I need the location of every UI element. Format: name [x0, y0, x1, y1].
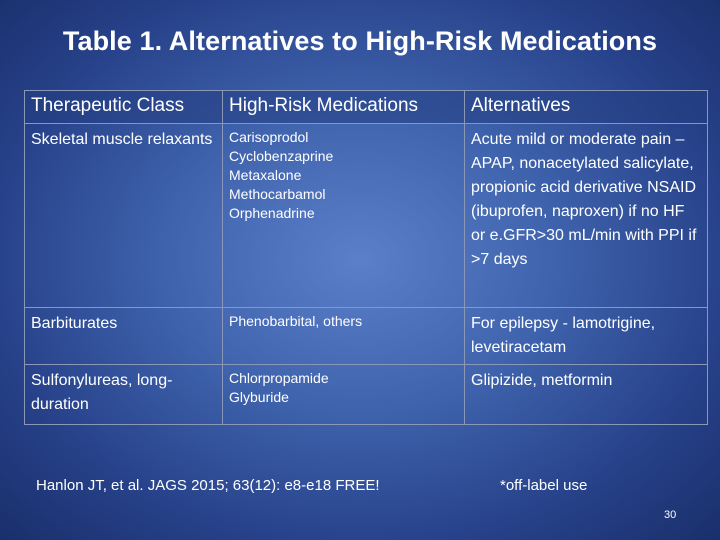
slide-title: Table 1. Alternatives to High-Risk Medications [62, 26, 658, 56]
header-high-risk-medications: High-Risk Medications [223, 91, 465, 124]
medication-name: Carisoprodol [229, 129, 309, 145]
medications-table [24, 90, 708, 425]
therapeutic-class-cell: Skeletal muscle relaxants [25, 124, 223, 308]
header-therapeutic-class: Therapeutic Class [25, 91, 223, 124]
table-header-row [25, 91, 708, 124]
medication-name: Metaxalone [229, 167, 302, 183]
alternatives-cell: For epilepsy - lamotrigine, levetiracetam [465, 308, 708, 365]
page-number: 30 [664, 509, 677, 521]
medication-name: Methocarbamol [229, 186, 326, 202]
alternatives-cell: Glipizide, metformin [465, 365, 708, 425]
citation: Hanlon JT, et al. JAGS 2015; 63(12): e8-e18 FREE! [36, 477, 380, 494]
table-row [25, 124, 708, 308]
high-risk-medications-cell [223, 124, 465, 308]
high-risk-medications-cell [223, 365, 465, 425]
alternatives-cell: Acute mild or moderate pain – APAP, nonacetylated salicylate, propionic acid derivative NSAID (ibuprofen, naproxen) if no HF or e.GFR>30 mL/min with PPI if >7 days [465, 124, 708, 308]
medication-name: Glyburide [229, 389, 289, 405]
header-alternatives: Alternatives [465, 91, 708, 124]
off-label-note: *off-label use [500, 477, 588, 494]
medication-name: Chlorpropamide [229, 370, 329, 386]
high-risk-medications-cell [223, 308, 465, 365]
therapeutic-class-cell: Barbiturates [25, 308, 223, 365]
medication-name: Orphenadrine [229, 205, 315, 221]
table-row [25, 308, 708, 365]
medication-name: Phenobarbital, others [229, 313, 363, 329]
therapeutic-class-cell: Sulfonylureas, long-duration [25, 365, 223, 425]
medication-name: Cyclobenzaprine [229, 148, 334, 164]
table-row [25, 365, 708, 425]
